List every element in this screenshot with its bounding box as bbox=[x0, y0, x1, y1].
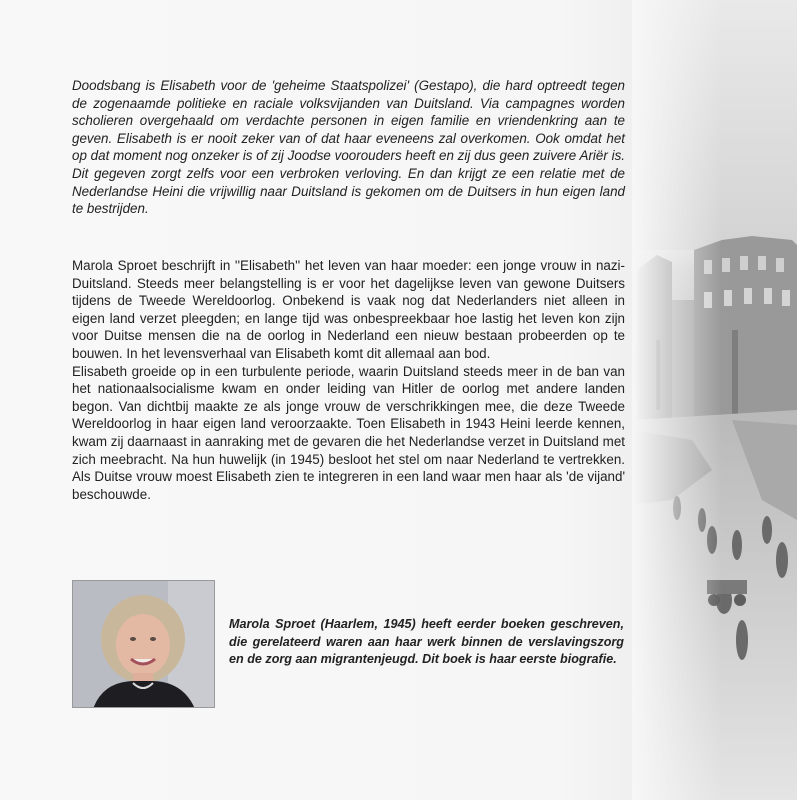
main-text bbox=[72, 257, 625, 503]
photo-fade bbox=[632, 0, 722, 800]
author-bio: Marola Sproet (Haarlem, 1945) heeft eerder boeken geschreven, die gerelateerd waren aan haar werk binnen de verslavingszorg en de zorg aan migrantenjeugd. Dit boek is haar eerste biografie. bbox=[229, 617, 624, 667]
intro-paragraph: Doodsbang is Elisabeth voor de 'geheime Staatspolizei' (Gestapo), die hard optreedt tegen de zogenaamde politieke en raciale volksvijanden van Duitsland. Via campagnes worden scholieren overgehaald om verdachte personen in eigen familie en vriendenkring aan te geven. Elisabeth is er nooit zeker van of dat haar eveneens zal overkomen. Ook omdat het op dat moment nog onzeker is of zij Joodse voorouders heeft en zij dus geen zuivere Ariër is. Dit gegeven zorgt zelfs voor een verbroken verloving. En dan krijgt ze een relatie met de Nederlandse Heini die vrijwillig naar Duitsland is gekomen om de Duitsers in hun eigen land te bestrijden. bbox=[72, 78, 625, 217]
author-photo bbox=[72, 580, 215, 708]
body-paragraph-1: Marola Sproet beschrijft in ''Elisabeth'' het leven van haar moeder: een jonge vrouw in nazi-Duitsland. Steeds meer belangstelling is er voor het dagelijkse leven van gewone Duitsers tijdens de Tweede Wereldoorlog. Onbekend is vaak nog dat Nederlanders niet alleen in eigen land verzet pleegden; en lange tijd was onbespreekbaar hoe lastig het leven kon zijn voor Duitse mensen die na de oorlog in Nederland een nieuw bestaan probeerden op te bouwen. In het levensverhaal van Elisabeth komt dit allemaal aan bod. bbox=[72, 258, 625, 361]
author-portrait bbox=[73, 581, 215, 708]
body-paragraph-2: Elisabeth groeide op in een turbulente periode, waarin Duitsland steeds meer in de ban van het nationaalsocialisme kwam en onder leiding van Hitler de oorlog met andere landen begon. Van dichtbij maakte ze als jonge vrouw de verschrikkingen mee, die deze Tweede Wereldoorlog in haar eigen land veroorzaakte. Toen Elisabeth in 1943 Heini leerde kennen, kwam zij daarnaast in aanraking met de gevaren die het Nederlandse verzet in Duitsland met zich meebracht. Na hun huwelijk (in 1945) besloot het stel om naar Nederland te vertrekken. Als Duitse vrouw moest Elisabeth zien te integreren in een land waar men haar als 'de vijand' beschouwde. bbox=[72, 363, 625, 502]
war-ruins-photo bbox=[632, 0, 797, 800]
